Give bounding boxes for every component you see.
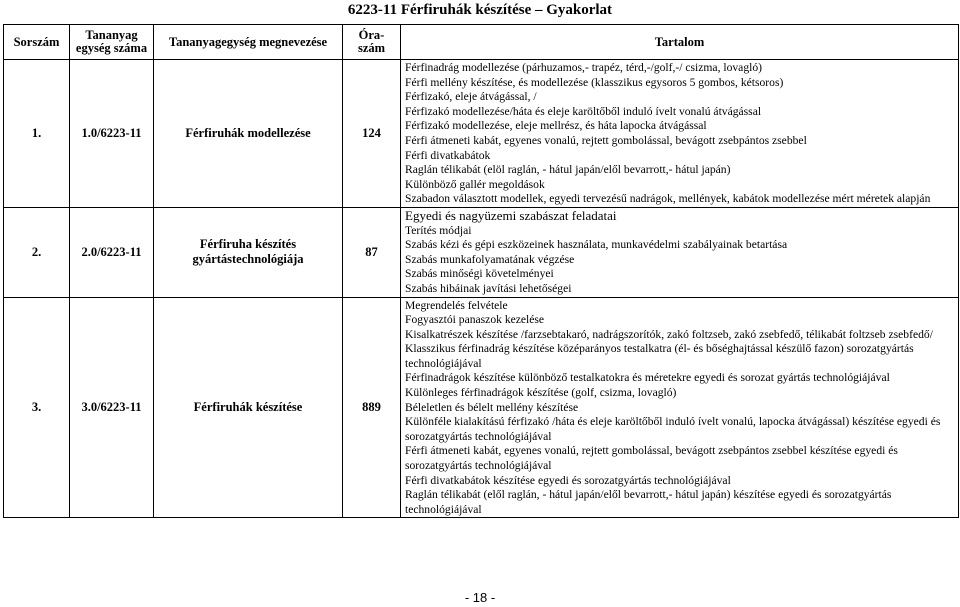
- content-line: Szabás kézi és gépi eszközeinek használata, munkavédelmi szabályainak betartása: [405, 238, 788, 252]
- row-azonosito: 2.0/6223-11: [70, 207, 154, 297]
- header-azonosito: Tananyag egység száma: [70, 25, 154, 60]
- row-tartalom: [401, 60, 959, 208]
- content-line: Szabadon választott modellek, egyedi tervezésű nadrágok, mellények, kabátok modellezése mért méretek alapján: [405, 192, 931, 206]
- content-line: Férfi átmeneti kabát, egyenes vonalú, rejtett gombolással, bevágott zsebpántos zsebbel: [405, 133, 807, 147]
- content-line: Férfi átmeneti kabát, egyenes vonalú, rejtett gombolással, bevágott zsebpántos zsebbel készítése egyedi és sorozatgyártás technológiájával: [405, 444, 898, 473]
- row-sorszam: 2.: [4, 207, 70, 297]
- row-oraszam: 889: [343, 297, 401, 518]
- table-row: [4, 297, 959, 518]
- row-oraszam: 124: [343, 60, 401, 208]
- content-line: Klasszikus férfinadrág készítése középarányos testalkatra (él- és bőséghajtással készülő fazon) sorozatgyártás technológiájával: [405, 342, 914, 370]
- content-line: Béleletlen és bélelt mellény készítése: [405, 400, 579, 414]
- document-title: 6223-11 Férfiruhák készítése – Gyakorlat: [347, 2, 613, 18]
- content-line: Egyedi és nagyüzemi szabászat feladatai: [405, 207, 617, 223]
- content-line: Szabás minőségi követelményei: [405, 267, 554, 281]
- content-line: Kisalkatrészek készítése /farzsebtakaró, nadrágszorítók, zakó foltzseb, zakó zsebfedő, télikabát foltzseb zsebfedő/: [405, 327, 933, 341]
- content-line: Terítés módjai: [405, 223, 472, 237]
- row-tartalom: [401, 207, 959, 297]
- content-line: Szabás hibáinak javítási lehetőségei: [405, 281, 572, 295]
- row-sorszam: 1.: [4, 60, 70, 208]
- row-oraszam: 87: [343, 207, 401, 297]
- content-line: Férfi divatkabátok készítése egyedi és sorozatgyártás technológiájával: [405, 473, 731, 487]
- content-line: Raglán télikabát (elöl raglán, - hátul japán/elől bevarrott,- hátul japán): [405, 163, 731, 177]
- row-megnevezes: Férfiruhák készítése: [154, 297, 343, 518]
- header-sorszam: Sorszám: [4, 25, 70, 60]
- header-tartalom: Tartalom: [401, 25, 959, 60]
- content-line: Férfizakó, eleje átvágással, /: [405, 90, 537, 104]
- content-line: Férfi mellény készítése, és modellezése (klasszikus egysoros 5 gombos, kétsoros): [405, 75, 784, 89]
- content-line: Férfizakó modellezése, eleje mellrész, és háta lapocka átvágással: [405, 119, 707, 133]
- content-line: Fogyasztói panaszok kezelése: [405, 313, 545, 327]
- content-line: Szabás munkafolyamatának végzése: [405, 252, 575, 266]
- table-row: [4, 207, 959, 297]
- content-line: Férfinadrág modellezése (párhuzamos,- trapéz, térd,-/golf,-/ csizma, lovagló): [405, 61, 763, 74]
- row-sorszam: 3.: [4, 297, 70, 518]
- row-azonosito: 3.0/6223-11: [70, 297, 154, 518]
- content-line: Férfizakó modellezése/háta és eleje karöltőből induló ívelt vonalú átvágással: [405, 104, 762, 118]
- header-megnevezes: Tananyagegység megnevezése: [154, 25, 343, 60]
- content-line: Férfinadrágok készítése különböző testalkatokra és méretekre egyedi és sorozat gyártás technológiájával: [405, 371, 890, 385]
- table-row: [4, 60, 959, 208]
- header-oraszam: Óra-szám: [343, 25, 401, 60]
- content-line: Különböző gallér megoldások: [405, 177, 545, 191]
- row-megnevezes: Férfiruhák modellezése: [154, 60, 343, 208]
- content-line: Raglán télikabát (elől raglán, - hátul japán/elől bevarrott,- hátul japán) készítése egyedi és sorozatgyártás technológiájával: [405, 488, 892, 516]
- row-azonosito: 1.0/6223-11: [70, 60, 154, 208]
- row-megnevezes: Férfiruha készítés gyártástechnológiája: [154, 207, 343, 297]
- content-line: Megrendelés felvétele: [405, 298, 508, 312]
- page-number: - 18 -: [464, 590, 496, 605]
- curriculum-table: [3, 24, 959, 518]
- content-line: Férfi divatkabátok: [405, 148, 491, 162]
- content-line: Különféle kialakítású férfizakó /háta és eleje karöltőből induló ívelt vonalú, lapocka átvágással) készítése egyedi és sorozatgyártás technológiájával: [405, 415, 941, 443]
- row-tartalom: [401, 297, 959, 518]
- content-line: Különleges férfinadrágok készítése (golf, csizma, lovagló): [405, 386, 677, 400]
- table-header-row: [4, 25, 959, 60]
